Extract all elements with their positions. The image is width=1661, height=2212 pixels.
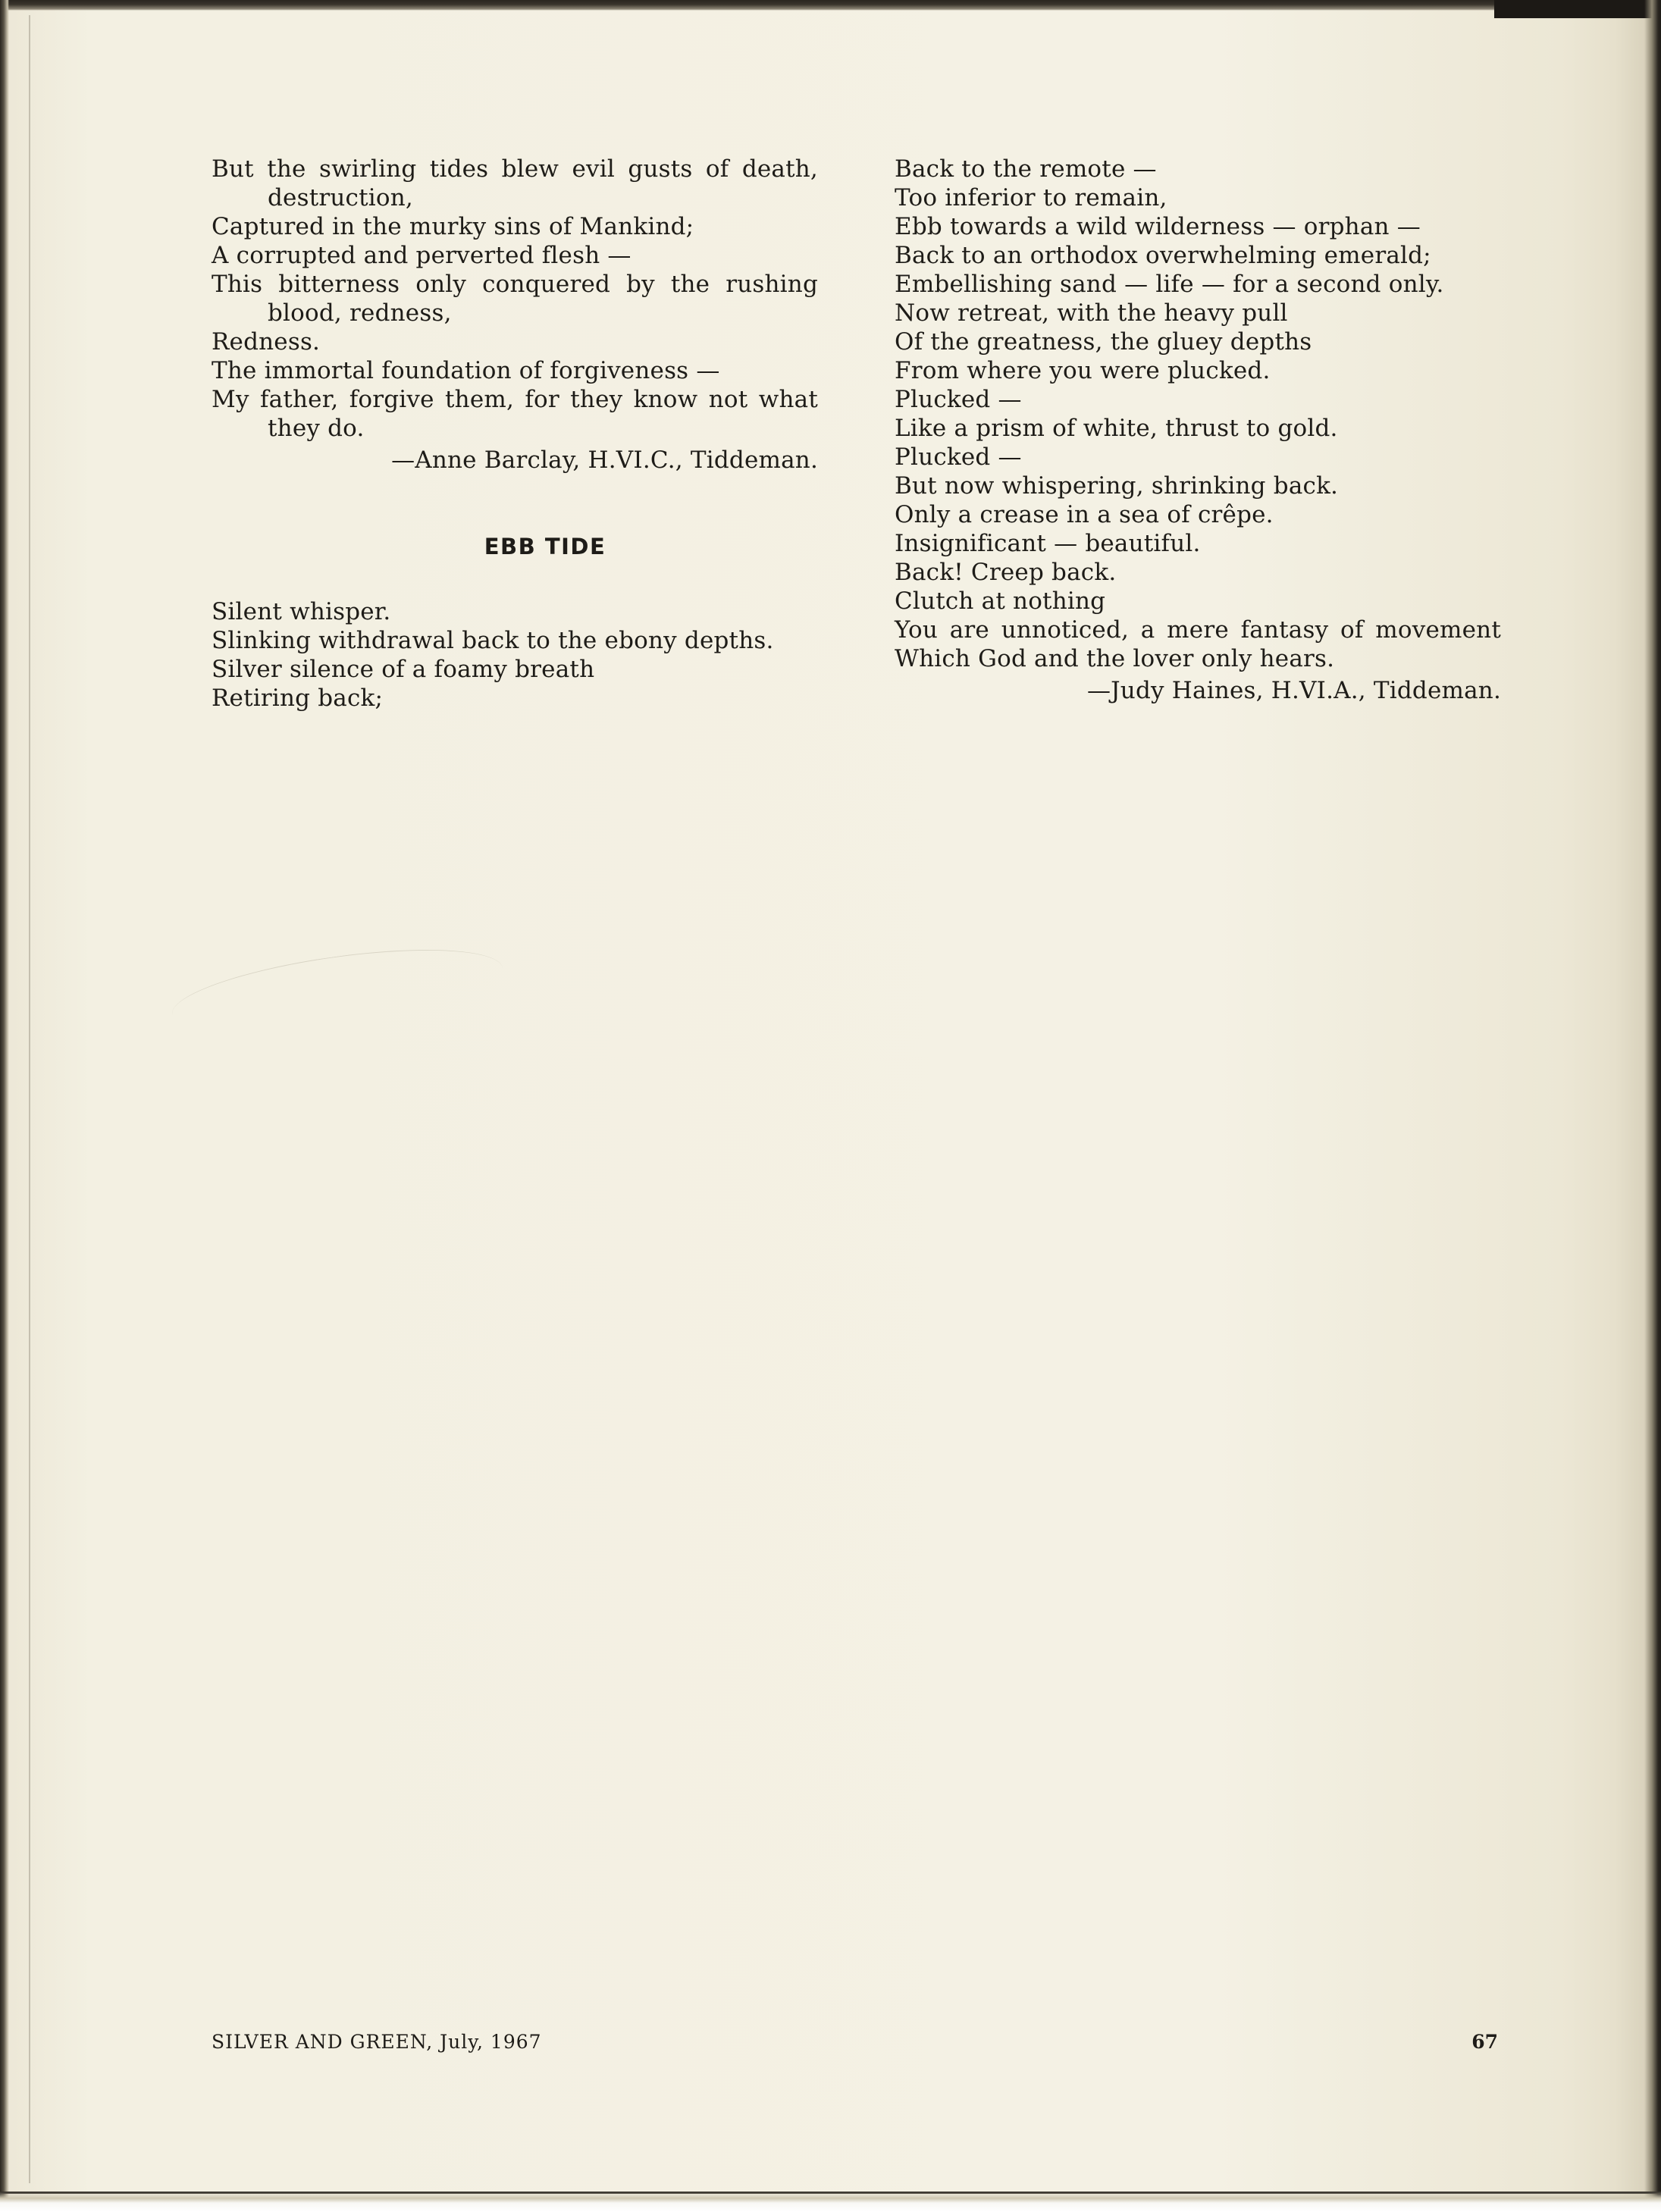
poem-line: Only a crease in a sea of crêpe. — [895, 501, 1274, 528]
poem-title: EBB TIDE — [484, 534, 606, 559]
poem-line: Redness. — [212, 328, 321, 356]
poem-line: they do. — [268, 415, 365, 442]
poem-line: Back to the remote — — [895, 155, 1157, 183]
poem-line: My father, forgive them, for they know not what — [212, 386, 818, 413]
poem-line: You are unnoticed, a mere fantasy of movement — [895, 616, 1501, 644]
poem-line: Ebb towards a wild wilderness — orphan — — [895, 213, 1421, 240]
poem-line: Back! Creep back. — [895, 559, 1117, 586]
poem-line: Of the greatness, the gluey depths — [895, 328, 1312, 356]
poem-anne-barclay — [212, 155, 818, 475]
scan-edge-corner — [1494, 0, 1661, 18]
poem-line: This bitterness only conquered by the rushing — [212, 271, 818, 298]
poem-line: But now whispering, shrinking back. — [895, 472, 1339, 500]
poem-line: Clutch at nothing — [895, 587, 1106, 615]
poem-line: Now retreat, with the heavy pull — [895, 299, 1288, 327]
binding-line — [29, 15, 30, 2183]
poem-line: Back to an orthodox overwhelming emerald; — [895, 242, 1431, 269]
poem-attribution: —Judy Haines, H.VI.A., Tiddeman. — [1086, 677, 1501, 704]
right-column — [895, 155, 1501, 705]
poem-line: Embellishing sand — life — for a second only. — [895, 271, 1444, 298]
poem-line: Silver silence of a foamy breath — [212, 656, 595, 683]
scan-edge-top — [0, 0, 1661, 11]
poem-line: Retiring back; — [212, 685, 384, 712]
paper-crease — [168, 934, 507, 1048]
poem-ebb-tide-part-2 — [895, 155, 1501, 705]
left-column — [212, 155, 818, 713]
poem-line: A corrupted and perverted flesh — — [212, 242, 631, 269]
poem-line: Too inferior to remain, — [895, 184, 1167, 211]
poem-line: But the swirling tides blew evil gusts of death, — [212, 155, 818, 183]
poem-line: Plucked — — [895, 386, 1022, 413]
poem-line: Which God and the lover only hears. — [895, 645, 1335, 672]
poem-ebb-tide-part-1 — [212, 597, 818, 713]
poem-line: Insignificant — beautiful. — [895, 530, 1201, 557]
poem-line: Silent whisper. — [212, 598, 391, 625]
scan-edge-left — [0, 0, 9, 2212]
poem-line: The immortal foundation of forgiveness — — [212, 357, 720, 384]
scan-edge-right — [1644, 0, 1661, 2212]
poem-line: blood, redness, — [268, 299, 452, 327]
poem-attribution: —Anne Barclay, H.VI.C., Tiddeman. — [391, 446, 818, 474]
poem-line: Plucked — — [895, 443, 1022, 471]
scan-edge-bottom — [0, 2192, 1661, 2212]
poem-line: Like a prism of white, thrust to gold. — [895, 415, 1338, 442]
page-number: 67 — [1471, 2031, 1498, 2053]
poem-line: From where you were plucked. — [895, 357, 1271, 384]
poem-line: Captured in the murky sins of Mankind; — [212, 213, 694, 240]
poem-line: Slinking withdrawal back to the ebony depths. — [212, 627, 774, 654]
running-footer: SILVER AND GREEN, July, 1967 — [212, 2031, 542, 2053]
poem-line: destruction, — [268, 184, 413, 211]
